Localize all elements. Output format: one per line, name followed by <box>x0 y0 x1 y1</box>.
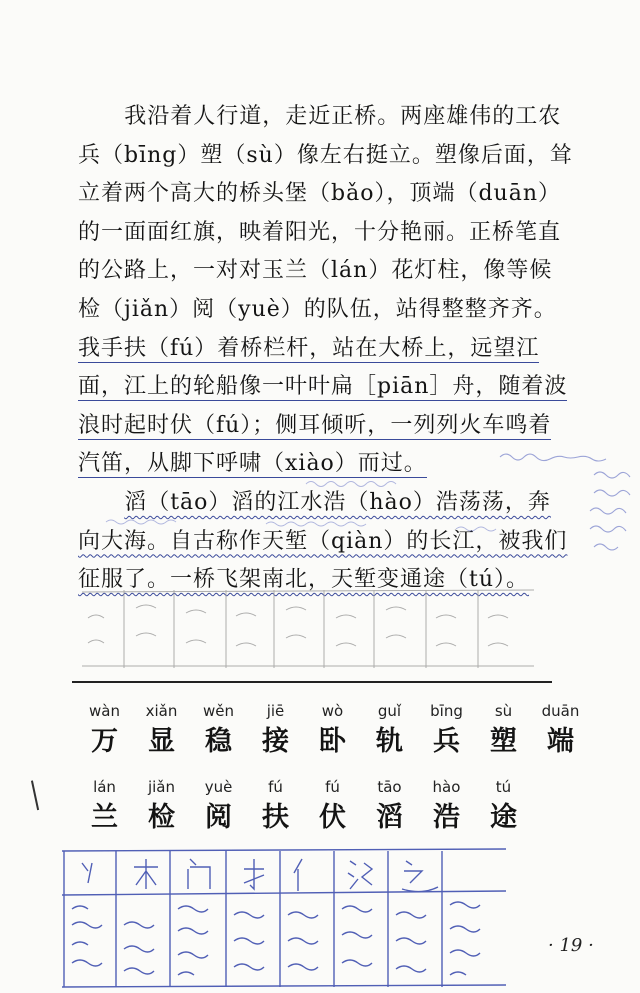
character: 途 <box>490 802 517 833</box>
pinyin: hào <box>432 778 461 796</box>
vocab-item <box>475 776 532 838</box>
pinyin: yuè <box>204 778 233 796</box>
paragraph-1 <box>78 98 573 484</box>
vocab-item <box>304 700 361 762</box>
vocab-item <box>532 700 589 762</box>
vocab-item <box>133 776 190 838</box>
vocab-item <box>247 776 304 838</box>
character: 接 <box>262 726 289 757</box>
pinyin: jiē <box>266 702 285 720</box>
vocab-item <box>361 700 418 762</box>
character: 端 <box>547 726 574 757</box>
vocab-item <box>475 700 532 762</box>
vocab-item <box>361 776 418 838</box>
character: 兵 <box>433 726 460 757</box>
vocab-item <box>76 776 133 838</box>
vocab-row-1-last <box>532 700 592 762</box>
character: 伏 <box>319 802 346 833</box>
paragraph-1-part-a: 我沿着人行道，走近正桥。两座雄伟的工农兵（bīng）塑（sù）像左右挺立。塑像后面，耸立着两个高大的桥头堡（bǎo），顶端（duān）的一面面红旗，映着阳光，十分艳丽。正桥笔直的公路上，一对对玉兰（lán）花灯柱，像等候检（jiǎn）阅（yuè）的队伍，站得整整齐齐。 <box>78 104 573 322</box>
character: 阅 <box>205 802 232 833</box>
vocab-item <box>133 700 190 762</box>
pinyin: tú <box>495 778 512 796</box>
character: 检 <box>148 802 175 833</box>
vocab-item <box>418 700 475 762</box>
handwritten-radical-grid <box>58 845 508 990</box>
pinyin: sù <box>494 702 513 720</box>
pinyin: tāo <box>377 778 402 796</box>
vocab-item <box>304 776 361 838</box>
character: 卧 <box>319 726 346 757</box>
character: 显 <box>148 726 175 757</box>
character: 浩 <box>433 802 460 833</box>
character: 轨 <box>376 726 403 757</box>
character: 稳 <box>205 726 232 757</box>
pinyin: duān <box>541 702 580 720</box>
vocab-item <box>190 700 247 762</box>
pencil-practice-grid <box>74 588 544 670</box>
character: 滔 <box>376 802 403 833</box>
vocab-item <box>418 776 475 838</box>
pinyin: fú <box>325 778 340 796</box>
vocab-row-1 <box>76 700 536 762</box>
pinyin: xiǎn <box>145 702 178 720</box>
margin-pen-mark <box>31 780 42 810</box>
pinyin: wàn <box>89 702 120 720</box>
paragraph-1-part-b-underlined: 我手扶（fú）着桥栏杆，站在大桥上，远望江面，江上的轮船像一叶叶扁［piān］舟，随着波浪时起时伏（fú）；侧耳倾听，一列列火车鸣着汽笛，从脚下呼啸（xiào）而过。 <box>78 335 568 477</box>
pinyin: guǐ <box>377 702 402 720</box>
pinyin: jiǎn <box>147 778 176 796</box>
character: 扶 <box>262 802 289 833</box>
interline-handwriting <box>96 474 546 554</box>
pinyin: wò <box>321 702 344 720</box>
character: 塑 <box>490 726 517 757</box>
vocab-item <box>76 700 133 762</box>
pinyin: lán <box>93 778 116 796</box>
vocab-item <box>190 776 247 838</box>
pinyin: wěn <box>202 702 234 720</box>
character: 万 <box>91 726 118 757</box>
character: 兰 <box>91 802 118 833</box>
section-divider <box>72 681 552 683</box>
pinyin: fú <box>268 778 283 796</box>
paragraph-2-text: 滔（tāo）滔的江水浩（hào）浩荡荡，奔向大海。自古称作天堑（qiàn）的长江，被我们征服了。一桥飞架南北，天堑变通途（tú）。 <box>78 489 568 593</box>
page-number: · 19 · <box>548 935 594 956</box>
vocab-item <box>247 700 304 762</box>
pinyin: bīng <box>430 702 463 720</box>
vocab-row-2 <box>76 776 536 838</box>
